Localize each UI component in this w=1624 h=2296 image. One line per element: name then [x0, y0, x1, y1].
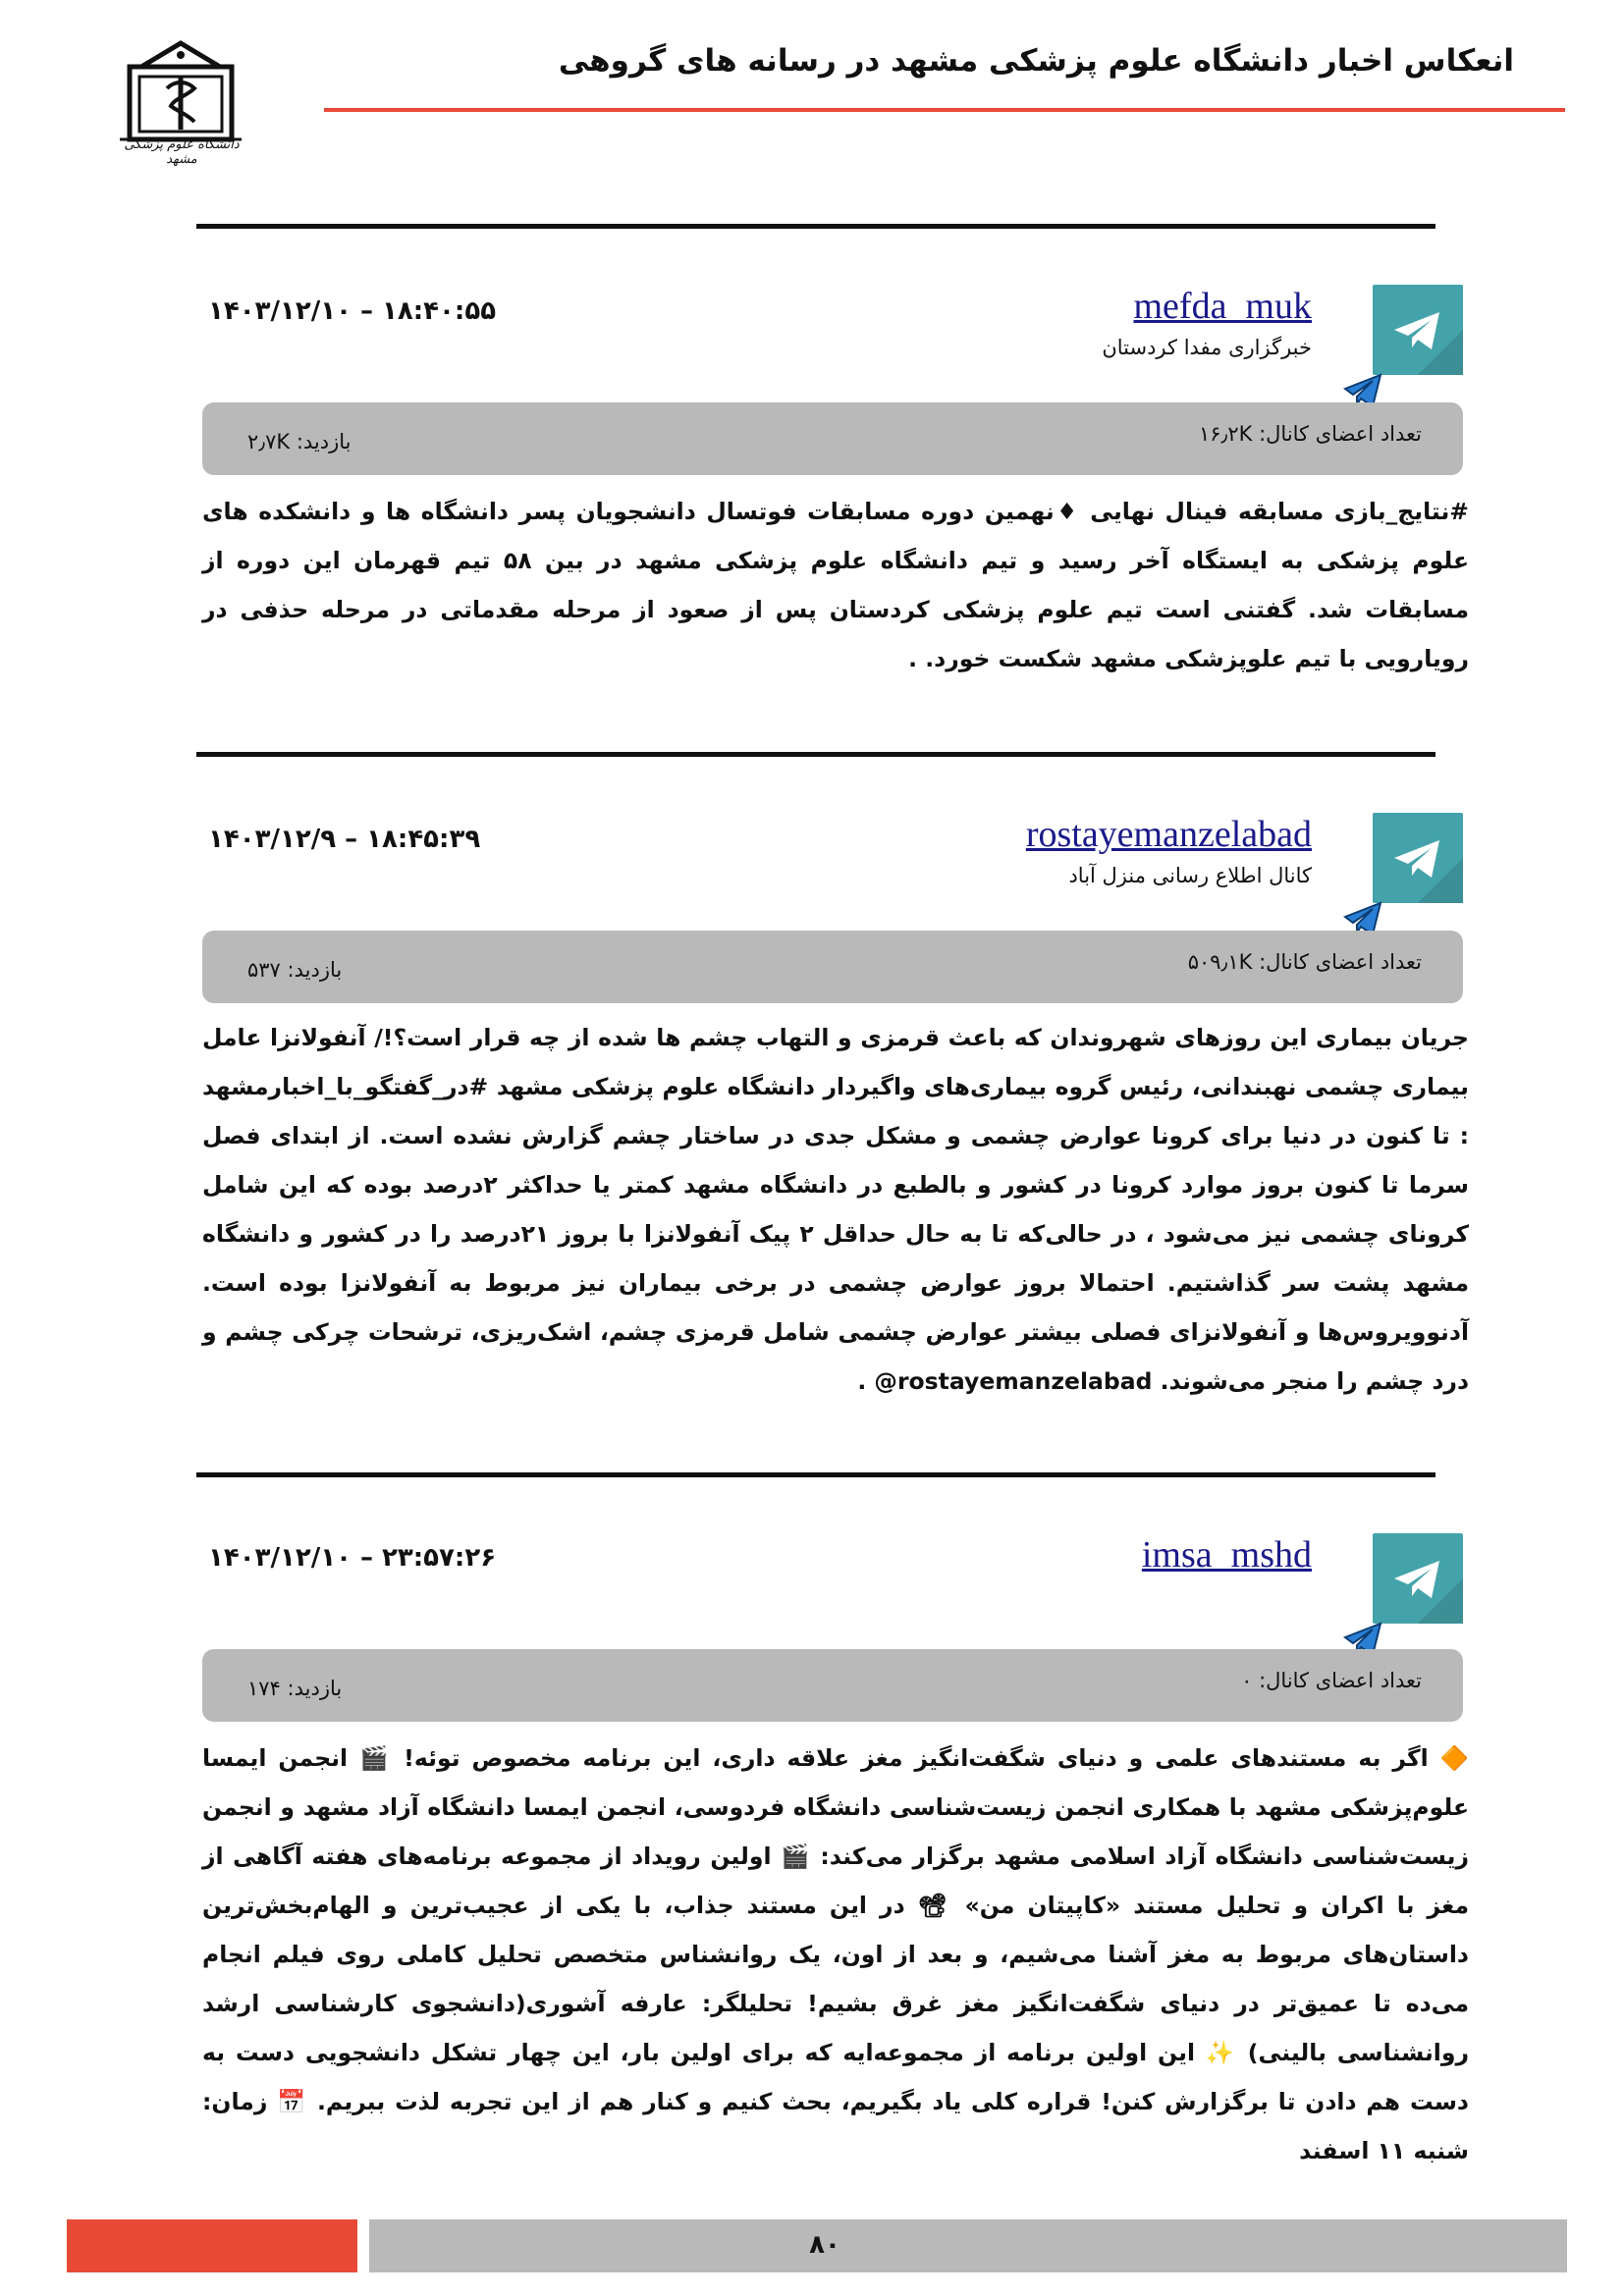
post-datetime: ۱۴۰۳/۱۲/۹ – ۱۸:۴۵:۳۹	[208, 825, 481, 854]
telegram-avatar-icon	[1373, 1533, 1463, 1624]
post-body: جریان بیماری این روزهای شهروندان که باعث قرمزی و التهاب چشم ها شده از چه قرار است؟!/ آنفولانزا عامل بیماری چشمی نهبندانی، رئیس گروه بیماری‌های واگیردار دانشگاه علوم پزشکی مشهد #در_گفتگو_با_اخبارمشهد : تا کنون در دنیا برای کرونا عوارض چشمی و مشکل جدی در ساختار چشم گزارش نشده است. از ابتدای فصل سرما تا کنون بروز موارد کرونا در کشور و بالطبع در دانشگاه مشهد کمتر یا حداکثر ۲درصد بوده که این شامل کرونای چشمی نیز می‌شود ، در حالی‌که تا به حال حداقل ۲ پیک آنفولانزا با بروز ۲۱درصد را در کشور و دانشگاه مشهد پشت سر گذاشتیم. احتمالا بروز عوارض چشمی در برخی بیماران نیز مربوط به آنفولانزا بوده است. آدنوویروس‌ها و آنفولانزای فصلی بیشتر عوارض چشمی شامل قرمزی چشم، اشک‌ریزی، ترشحات چرکی چشم و درد چشم را منجر می‌شوند. rostayemanzelabad@ .	[202, 1024, 1470, 1395]
page-number: ۸۰	[809, 2230, 840, 2260]
views-count: بازدید: ۱۷۴	[247, 1677, 343, 1700]
post-divider	[196, 1472, 1435, 1477]
page-title: انعکاس اخبار دانشگاه علوم پزشکی مشهد در رسانه های گروهی	[558, 43, 1514, 79]
stats-bar	[202, 402, 1463, 475]
footer-bar	[369, 2219, 1567, 2272]
post-body: #نتایج_بازی مسابقه فینال نهایی ♦نهمین دوره مسابقات فوتسال دانشجویان پسر دانشگاه ها و دانشکده های علوم پزشکی به ایستگاه آخر رسید و تیم دانشگاه علوم پزشکی مشهد در بین ۵۸ تیم قهرمان این دوره از مسابقات شد. گفتنی است تیم علوم پزشکی کردستان پس از صعود از مرحله مقدماتی در مرحله حذفی در رویارویی با تیم علوپزشکی مشهد شکست خورد. .	[202, 498, 1470, 672]
post-body: 🔶 اگر به مستندهای علمی و دنیای شگفت‌انگیز مغز علاقه داری، این برنامه مخصوص توئه! 🎬 انجمن ایمسا علوم‌پزشکی مشهد با همکاری انجمن زیست‌شناسی دانشگاه فردوسی، انجمن ایمسا دانشگاه آزاد مشهد و انجمن زیست‌شناسی دانشگاه آزاد اسلامی مشهد برگزار می‌کند: 🎬 اولین رویداد از مجموعه برنامه‌های هفته آگاهی از مغز با اکران و تحلیل مستند «کاپیتان من» 📽 در این مستند جذاب، با یکی از عجیب‌ترین و الهام‌بخش‌ترین داستان‌های مربوط به مغز آشنا می‌شیم، و بعد از اون، یک روانشناس متخصص تحلیل کاملی روی فیلم انجام می‌ده تا عمیق‌تر در دنیای شگفت‌انگیز مغز غرق بشیم! تحلیلگر: عارفه آشوری(دانشجوی کارشناسی ارشد روانشناسی بالینی) ✨ این اولین برنامه از مجموعه‌ایه که برای اولین بار، این چهار تشکل دانشجویی دست به دست هم دادن تا برگزارش کنن! قراره کلی یاد بگیریم، بحث کنیم و کنار هم از این تجربه لذت ببریم. 📅 زمان: شنبه ۱۱ اسفند	[202, 1744, 1469, 2164]
logo-caption: دانشگاه علوم پزشکی مشهد	[124, 137, 240, 167]
stats-bar	[202, 1649, 1463, 1722]
channel-handle-link[interactable]: rostayemanzelabad	[1025, 814, 1312, 855]
channel-name: کانال اطلاع رسانی منزل آباد	[1068, 864, 1312, 887]
channel-handle-link[interactable]: mefda_muk	[1133, 286, 1312, 327]
post-datetime: ۱۴۰۳/۱۲/۱۰ – ۲۳:۵۷:۲۶	[208, 1543, 497, 1573]
post-divider	[196, 224, 1435, 229]
stats-bar	[202, 931, 1463, 1003]
post-divider	[196, 752, 1435, 757]
members-count: تعداد اعضای کانال: ۵۰۹٫۱K	[1187, 950, 1422, 974]
telegram-avatar-icon	[1373, 813, 1463, 903]
members-count: تعداد اعضای کانال: ۱۶٫۲K	[1198, 422, 1422, 446]
footer-accent-bar	[67, 2219, 357, 2272]
views-count: بازدید: ۵۳۷	[247, 958, 343, 982]
channel-name: خبرگزاری مفدا کردستان	[1102, 336, 1312, 359]
telegram-avatar-icon	[1373, 285, 1463, 375]
members-count: تعداد اعضای کانال: ۰	[1241, 1669, 1422, 1692]
post-datetime: ۱۴۰۳/۱۲/۱۰ – ۱۸:۴۰:۵۵	[208, 296, 497, 326]
channel-handle-link[interactable]: imsa_mshd	[1141, 1534, 1312, 1575]
views-count: بازدید: ۲٫۷K	[247, 430, 352, 454]
header-underline	[324, 108, 1565, 112]
